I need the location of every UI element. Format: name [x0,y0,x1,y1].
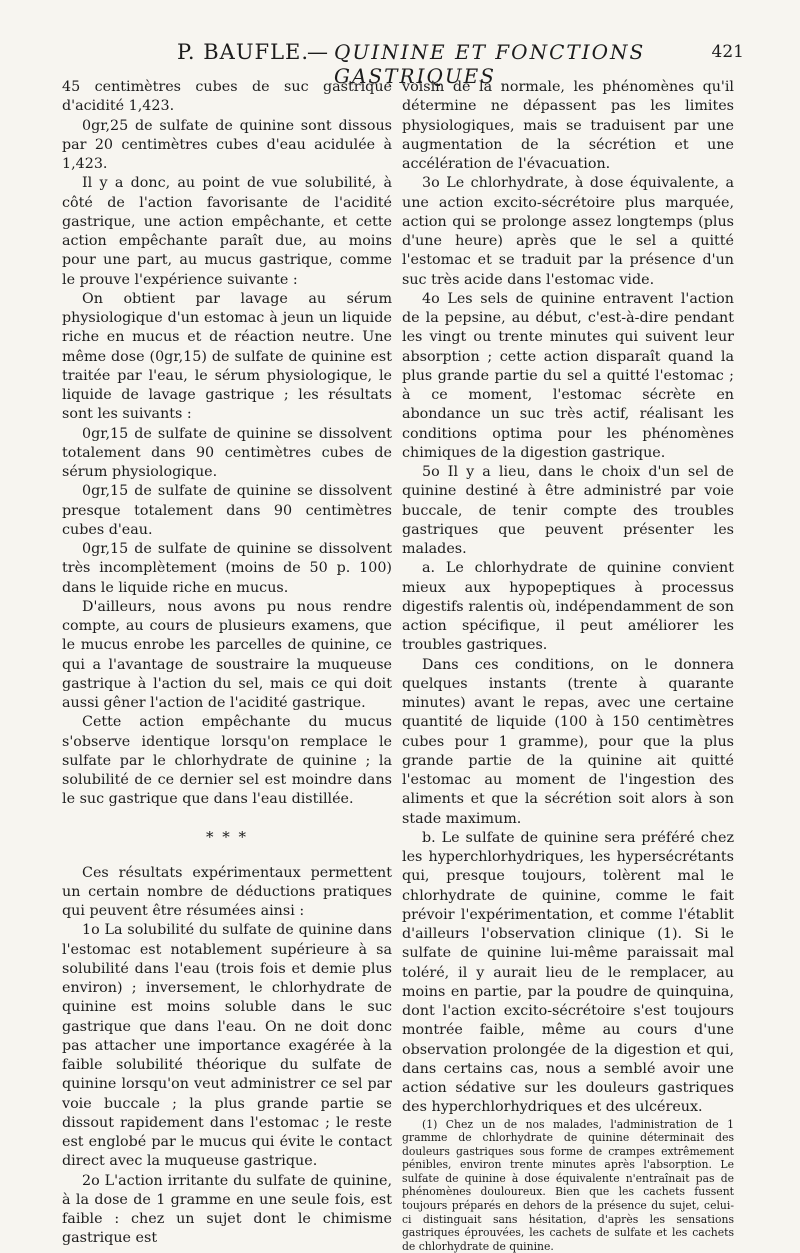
paragraph: D'ailleurs, nous avons pu nous rendre compte, au cours de plusieurs examens, que le mucus enrobe les parcelles de quinine, ce qui a l'avantage de soustraire la muqueuse gastrique à l'action du sel, mais ce qui doit aussi gêner l'action de l'acidité gastrique. [62,598,392,714]
footnote: (1) Chez un de nos malades, l'administration de 1 gramme de chlorhydrate de quinine déterminait des douleurs gastriques sous forme de crampes extrêmement pénibles, environ trente minutes après l'absorption. Le sulfate de quinine à dose équivalente n'entraînait pas de phénomènes douloureux. Bien que les cachets fussent toujours préparés en dehors de la présence du sujet, celui-ci distinguait sans hésitation, d'après les sensations gastriques éprouvées, les cachets de sulfate et les cachets de chlorhydrate de quinine. [402,1118,734,1253]
paragraph: 4o Les sels de quinine entravent l'action de la pepsine, au début, c'est-à-dire pendant les vingt ou trente minutes qui suivent leur absorption ; cette action disparaît quand la plus grande partie du sel a quitté l'estomac ; à ce moment, l'estomac sécrète en abondance un suc très actif, réalisant les conditions optima pour les phénomènes chimiques de la digestion gastrique. [402,290,734,463]
paragraph: Ces résultats expérimentaux permettent un certain nombre de déductions pratiques qui peuvent être résumées ainsi : [62,864,392,922]
paragraph: Il y a donc, au point de vue solubilité, à côté de l'action favorisante de l'acidité gastrique, une action empêchante, et cette action empêchante paraît due, au moins pour une part, au mucus gastrique, comme le prouve l'expérience suivante : [62,174,392,290]
paragraph: 3o Le chlorhydrate, à dose équivalente, a une action excito-sécrétoire plus marquée, action qui se prolonge assez longtemps (plus d'une heure) après que le sel a quitté l'estomac et se traduit par la présence d'un suc très acide dans l'estomac vide. [402,174,734,290]
paragraph: b. Le sulfate de quinine sera préféré chez les hyperchlorhydriques, les hypersécrétants qui, presque toujours, tolèrent mal le chlorhydrate de quinine, comme le fait prévoir l'expérimentation, et comme l'établit d'ailleurs l'observation clinique (1). Si le sulfate de quinine lui-même paraissait mal toléré, il y aurait lieu de le remplacer, au moins en partie, par la poudre de quinquina, dont l'action excito-sécrétoire s'est toujours montrée faible, même au cours d'une observation prolongée de la digestion et qui, dans certains cas, nous a semblé avoir une action sédative sur les douleurs gastriques des hyperchlorhydriques et des ulcéreux. [402,829,734,1118]
paragraph: a. Le chlorhydrate de quinine convient mieux aux hypopeptiques à processus digestifs ralentis où, indépendamment de son action spécifique, il peut améliorer les troubles gastriques. [402,559,734,655]
paragraph: 0gr,15 de sulfate de quinine se dissolvent presque totalement dans 90 centimètres cubes d'eau. [62,482,392,540]
header-title: QUININE ET FONCTIONS GASTRIQUES [334,40,744,88]
section-divider-asterism: * * * [62,810,392,864]
running-header [62,40,744,70]
left-column [62,78,392,1249]
paragraph: 5o Il y a lieu, dans le choix d'un sel de quinine destiné à être administré par voie buccale, de tenir compte des troubles gastriques que peuvent présenter les malades. [402,463,734,559]
paragraph: 2o L'action irritante du sulfate de quinine, à la dose de 1 gramme en une seule fois, est faible : chez un sujet dont le chimisme gastrique est [62,1172,392,1249]
paragraph: On obtient par lavage au sérum physiologique d'un estomac à jeun un liquide riche en mucus et de réaction neutre. Une même dose (0gr,15) de sulfate de quinine est traitée par l'eau, le sérum physiologique, le liquide de lavage gastrique ; les résultats sont les suivants : [62,290,392,425]
paragraph: Dans ces conditions, on le donnera quelques instants (trente à quarante minutes) avant le repas, avec une certaine quantité de liquide (100 à 150 centimètres cubes pour 1 gramme), pour que la plus grande partie de la quinine ait quitté l'estomac au moment de l'ingestion des aliments et que la sécrétion soit alors à son stade maximum. [402,656,734,829]
paragraph: Cette action empêchante du mucus s'observe identique lorsqu'on remplace le sulfate par le chlorhydrate de quinine ; la solubilité de ce dernier sel est moindre dans le suc gastrique que dans l'eau distillée. [62,713,392,809]
page-number: 421 [712,42,744,62]
paragraph: voisin de la normale, les phénomènes qu'il détermine ne dépassent pas les limites physiologiques, mais se traduisent par une augmentation de la sécrétion et une accélération de l'évacuation. [402,78,734,174]
paragraph: 0gr,15 de sulfate de quinine se dissolvent totalement dans 90 centimètres cubes de sérum physiologique. [62,425,392,483]
paragraph: 45 centimètres cubes de suc gastrique d'acidité 1,423. [62,78,392,117]
paragraph: 0gr,25 de sulfate de quinine sont dissous par 20 centimètres cubes d'eau acidulée à 1,423. [62,117,392,175]
paragraph: 0gr,15 de sulfate de quinine se dissolvent très incomplètement (moins de 50 p. 100) dans le liquide riche en mucus. [62,540,392,598]
header-separator: — [307,40,328,64]
right-column [402,78,734,1253]
paragraph: 1o La solubilité du sulfate de quinine dans l'estomac est notablement supérieure à sa solubilité dans l'eau (trois fois et demie plus environ) ; inversement, le chlorhydrate de quinine est moins soluble dans le suc gastrique que dans l'eau. On ne doit donc pas attacher une importance exagérée à la faible solubilité théorique du sulfate de quinine lorsqu'on veut administrer ce sel par voie buccale ; la plus grande partie se dissout rapidement dans l'estomac ; le reste est englobé par le mucus qui évite le contact direct avec la muqueuse gastrique. [62,921,392,1171]
header-author: P. BAUFLE. [177,40,309,64]
